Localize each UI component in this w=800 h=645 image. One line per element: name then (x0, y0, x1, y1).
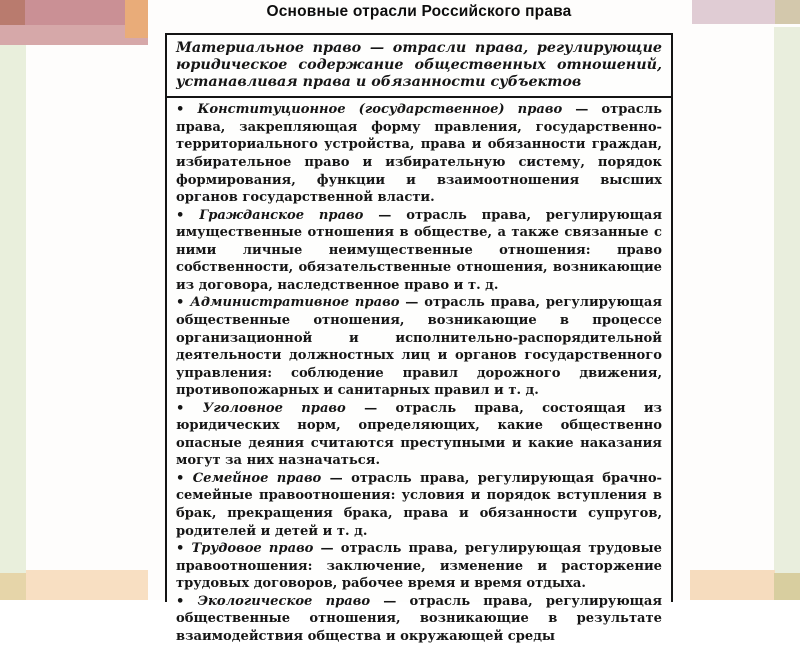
law-description: — отрасль права, регулирующая имущественные отношения в обществе, а также связанные с ними личные неимущественные отношения: право собственности, обязательственные отношения, возникающие из договора, наследственное право и т. д. (176, 207, 662, 293)
decor-left-green-strip (0, 45, 26, 573)
law-term: Экологическое право (197, 593, 371, 609)
bullet-glyph: • (176, 102, 185, 118)
decor-bottom-right-khaki-square (774, 573, 800, 600)
law-term: Конституционное (государственное) право (197, 102, 563, 118)
decor-top-left-red-square (0, 0, 25, 25)
law-term: Семейное право (192, 470, 322, 486)
law-description: — отрасль права, регулирующая общественные отношения, возникающие в результате взаимодействия общества и окружающей среды (176, 593, 662, 644)
law-description: — отрасль права, состоящая из юридических норм, определяющих, какие общественно опасные деяния считаются преступными и какие наказания могут за них назначаться. (176, 400, 662, 469)
decor-bottom-right-peach-rect (690, 570, 775, 600)
decor-top-right-tan-square (775, 0, 800, 24)
law-description: — отрасль права, регулирующая общественные отношения, возникающие в процессе организационной и исполнительно-распорядительной деятельности должностных лиц и органов государственного управления: соблюдение правил дорожного движения, противопожарных и санитарных правил и т. д. (176, 295, 662, 399)
law-term: Уголовное право (202, 400, 346, 416)
bullet-glyph: • (176, 593, 185, 609)
law-term: Гражданское право (199, 207, 364, 223)
table-body-branches (167, 98, 671, 645)
list-item-constitutional-law (176, 101, 662, 206)
slide-title: Основные отрасли Российского права (266, 3, 572, 20)
law-description: — отрасль права, регулирующая брачно-семейные правоотношения: условия и порядок вступления в брак, прекращения брака, права и обязанности супругов, родителей и детей и т. д. (176, 470, 662, 539)
bullet-glyph: • (176, 400, 185, 416)
decor-top-left-orange-square (125, 0, 148, 38)
decor-top-left-pink-rect (25, 0, 125, 25)
list-item-family-law (176, 470, 662, 540)
law-description: — отрасль права, регулирующая трудовые правоотношения: заключение, изменение и расторжение трудовых договоров, рабочее время и время отдыха. (176, 541, 662, 592)
list-item-environmental-law (176, 593, 662, 645)
law-term: Трудовое право (191, 541, 314, 557)
definition-table (165, 33, 673, 644)
bullet-glyph: • (176, 295, 185, 311)
table-header-material-law: Материальное право — отрасли права, регулирующие юридическое содержание общественных отношений, устанавливая права и обязанности субъектов (167, 35, 671, 98)
list-item-civil-law (176, 207, 662, 295)
list-item-labor-law (176, 540, 662, 593)
list-item-administrative-law (176, 294, 662, 399)
decor-bottom-left-tan-square (0, 573, 26, 600)
law-description: — отрасль права, закрепляющая форму правления, государственно-территориального устройства, права и обязанности граждан, избирательное право и избирательную систему, порядок формирования, функции и взаимоотношения высших органов государственной власти. (176, 102, 662, 206)
law-term: Административное право (190, 295, 400, 311)
decor-top-right-mauve-rect (692, 0, 775, 24)
list-item-criminal-law (176, 400, 662, 470)
bullet-glyph: • (176, 207, 185, 223)
decor-right-green-strip (774, 27, 800, 573)
bullet-glyph: • (176, 541, 185, 557)
decor-bottom-left-peach-rect (26, 570, 148, 600)
bullet-glyph: • (176, 470, 185, 486)
